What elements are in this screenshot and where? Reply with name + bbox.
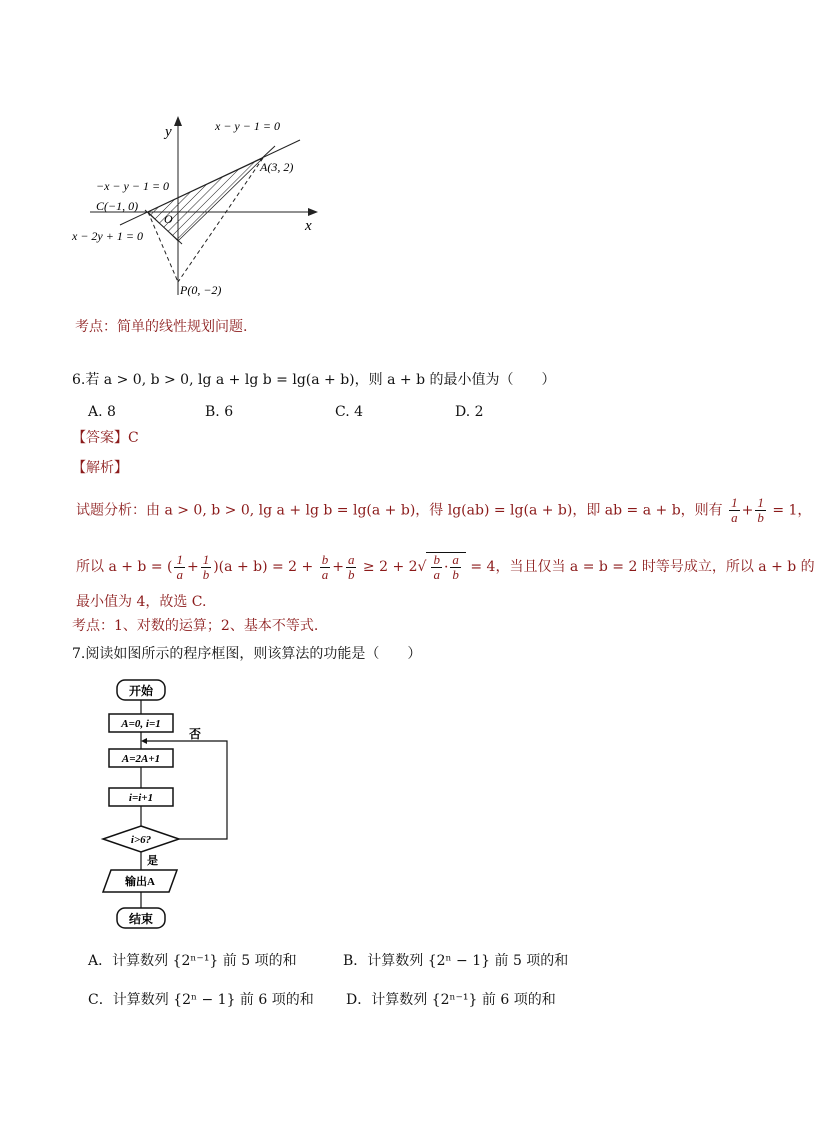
frac-1-over-b-2: $\frac{1}{b}$ — [202, 551, 210, 582]
q6-option-c: C. 4 — [335, 404, 364, 420]
label-point-a: A(3, 2) — [260, 160, 294, 174]
sqrt-body: $\frac{b}{a}$ · $\frac{a}{b}$ — [426, 552, 465, 582]
analysis2-text-b: )(a + b) = 2 + — [213, 559, 314, 575]
frac-a-over-b: $\frac{a}{b}$ — [347, 551, 355, 582]
frac-1-over-a-2: $\frac{1}{a}$ — [176, 551, 183, 582]
label-point-p: P(0, −2) — [180, 283, 222, 297]
flow-yes-label: 是 — [147, 855, 158, 867]
flow-update-i-text: i=i+1 — [128, 792, 154, 804]
linear-programming-graph — [60, 110, 340, 310]
q6-analysis-line3: 最小值为 4，故选 C. — [76, 594, 207, 610]
flow-end-text: 结束 — [128, 912, 154, 926]
flow-cond-text: i>6? — [130, 834, 152, 846]
q6-option-d: D. 2 — [455, 404, 484, 420]
q7-stem: 7.阅读如图所示的程序框图，则该算法的功能是（ ） — [72, 646, 422, 662]
label-point-c: C(−1, 0) — [96, 199, 139, 213]
q7-option-b: B．计算数列 {2ⁿ − 1} 前 5 项的和 — [343, 953, 569, 969]
label-line1: x − y − 1 = 0 — [215, 119, 280, 133]
sqrt-symbol: √ — [417, 559, 427, 575]
q6-stem: 6.若 a > 0, b > 0, lg a + lg b = lg(a + b)，则 a + b 的最小值为（ ） — [72, 372, 556, 388]
x-axis-arrow — [308, 208, 318, 216]
frac-1-over-a: $\frac{1}{a}$ — [731, 495, 738, 525]
label-x: x — [305, 218, 312, 234]
kaodian-5: 考点：简单的线性规划问题. — [75, 319, 248, 335]
y-axis-arrow — [174, 116, 182, 126]
analysis1-tail: = 1， — [772, 502, 812, 519]
q6-answer: 【答案】C — [72, 430, 139, 446]
analysis1-text: 试题分析：由 a > 0, b > 0, lg a + lg b = lg(a + b)，得 lg(ab) = lg(a + b)，即 ab = a + b，则有 — [76, 502, 723, 519]
frac-1-over-b: $\frac{1}{b}$ — [757, 495, 764, 525]
q7-option-d: D．计算数列 {2ⁿ⁻¹} 前 6 项的和 — [346, 992, 556, 1008]
q6-kaodian: 考点：1、对数的运算；2、基本不等式. — [72, 618, 319, 634]
flow-init-text: A=0, i=1 — [121, 718, 161, 730]
analysis2-text-d: = 4，当且仅当 a = b = 2 时等号成立，所以 a + b 的 — [470, 559, 815, 575]
analysis2-text-c: ≥ 2 + 2 — [362, 559, 418, 575]
flow-output-text: 输出A — [125, 876, 155, 888]
label-line2: −x − y − 1 = 0 — [96, 179, 170, 193]
program-flowchart — [95, 676, 245, 934]
analysis2-text-a: 所以 a + b = ( — [76, 559, 173, 575]
label-origin: O — [164, 212, 173, 226]
frac-b-over-a: $\frac{b}{a}$ — [321, 551, 329, 582]
flow-start-text: 开始 — [128, 684, 154, 698]
q6-option-a: A. 8 — [88, 404, 116, 420]
q6-jiexi: 【解析】 — [72, 460, 128, 476]
q6-option-b: B. 6 — [205, 404, 234, 420]
q6-analysis-line1: 试题分析：由 a > 0, b > 0, lg a + lg b = lg(a + b)，得 lg(ab) = lg(a + b)，即 ab = a + b，则有 $\frac{1}{a}$ + $\frac{1}{b}$ = 1， — [76, 495, 812, 525]
q6-analysis-line2: 所以 a + b = ( $\frac{1}{a}$ + $\frac{1}{b}$ )(a + b) = 2 + $\frac{b}{a}$ + $\frac{a}{b}$ ≥ 2 + 2√ $\frac{b}{a}$ · $\frac{a}{b}$ = 4，当且仅当 a = b = 2 时等号成立，所以 a + b 的 — [76, 551, 815, 582]
label-y: y — [165, 124, 172, 140]
flow-no-label: 否 — [189, 727, 202, 741]
flow-update-a-text: A=2A+1 — [121, 753, 161, 765]
label-line3: x − 2y + 1 = 0 — [72, 229, 143, 243]
q7-option-c: C．计算数列 {2ⁿ − 1} 前 6 项的和 — [88, 992, 314, 1008]
q7-option-a: A．计算数列 {2ⁿ⁻¹} 前 5 项的和 — [88, 953, 297, 969]
